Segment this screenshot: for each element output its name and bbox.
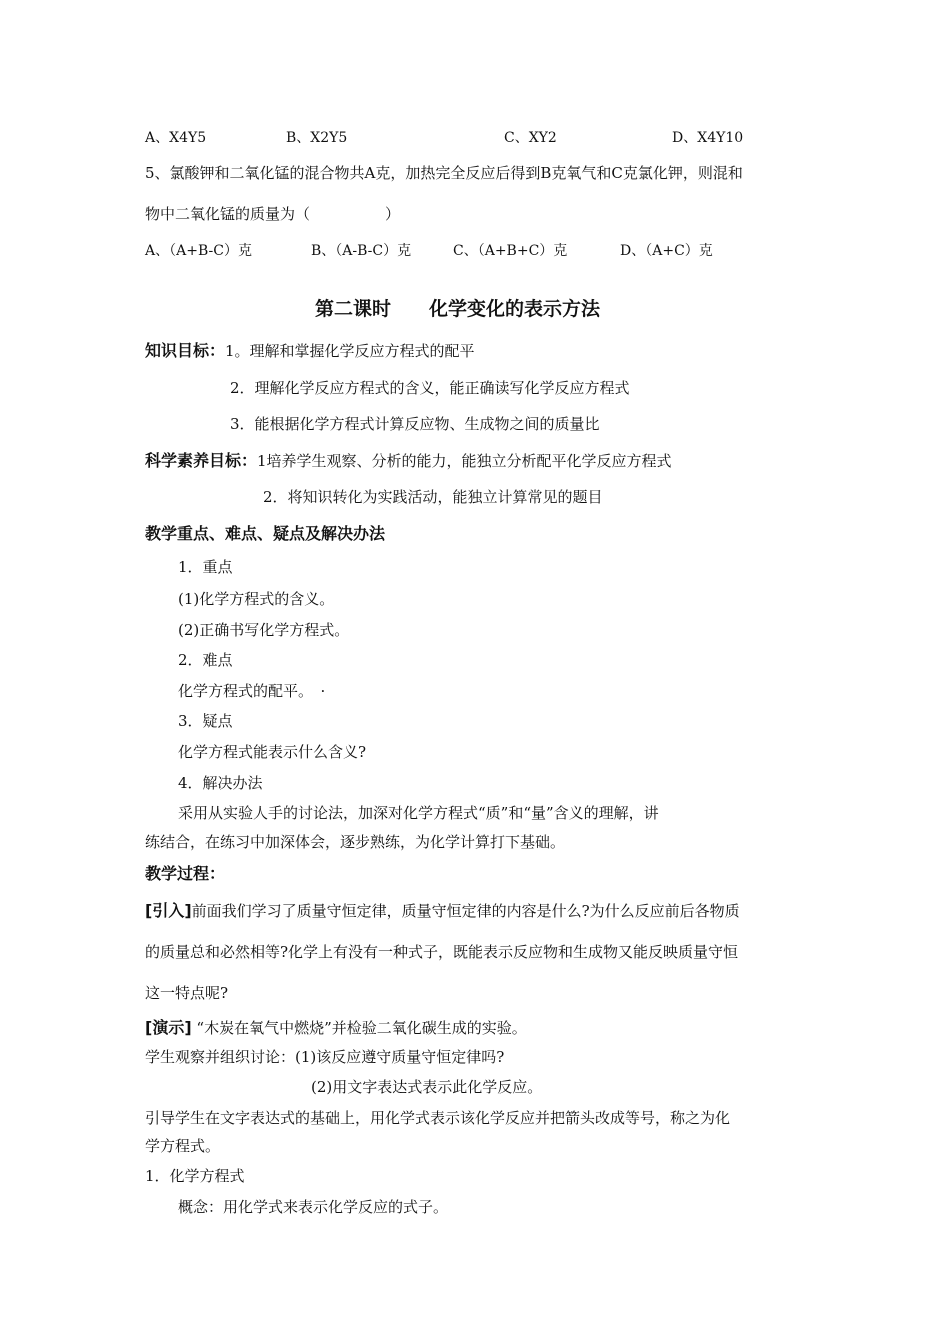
key-point-heading-2: 2．难点 (178, 651, 233, 669)
q5-text-line2: 物中二氧化锰的质量为（ ） (145, 205, 401, 223)
key-points-heading: 教学重点、难点、疑点及解决办法 (145, 524, 386, 543)
q4-option-d: D、X4Y10 (672, 130, 744, 146)
discussion-line-2: (2)用文字表达式表示此化学反应。 (311, 1078, 543, 1096)
demo-label: [演示] (145, 1018, 192, 1037)
demo-line (145, 1018, 527, 1038)
q5-text-line1: 5、氯酸钾和二氧化锰的混合物共A克，加热完全反应后得到B克氧气和C克氯化钾，则混和 (145, 164, 743, 182)
key-point-text-2: (2)正确书写化学方程式。 (178, 621, 350, 639)
q4-option-c: C、XY2 (504, 130, 557, 146)
key-point-text-4: 化学方程式能表示什么含义? (178, 743, 367, 761)
process-heading: 教学过程： (145, 864, 226, 883)
science-label: 科学素养目标： (145, 451, 258, 470)
q4-option-b: B、X2Y5 (286, 130, 348, 146)
intro-text-1: 前面我们学习了质量守恒定律，质量守恒定律的内容是什么?为什么反应前后各物质 (191, 902, 740, 920)
section-1-concept: 概念：用化学式来表示化学反应的式子。 (178, 1198, 449, 1216)
q5-option-c: C、（A+B+C）克 (453, 243, 568, 259)
lesson-title: 第二课时 化学变化的表示方法 (315, 298, 601, 320)
key-point-text-1: (1)化学方程式的含义。 (178, 590, 335, 608)
q5-option-b: B、（A-B-C）克 (311, 243, 412, 259)
key-point-heading-4: 4．解决办法 (178, 774, 263, 792)
knowledge-item-3: 3．能根据化学方程式计算反应物、生成物之间的质量比 (230, 415, 600, 433)
key-point-text-5a: 采用从实验人手的讨论法，加深对化学方程式“质”和“量”含义的理解，讲 (178, 804, 659, 822)
section-1-heading: 1．化学方程式 (145, 1167, 245, 1185)
science-objectives (145, 451, 672, 471)
science-item-1: 1培养学生观察、分析的能力，能独立分析配平化学反应方程式 (257, 452, 672, 470)
intro-label: [引入] (145, 901, 192, 920)
science-item-2: 2．将知识转化为实践活动，能独立计算常见的题目 (263, 488, 603, 506)
q4-option-a: A、X4Y5 (145, 130, 207, 146)
intro-line-1 (145, 901, 740, 921)
intro-line-2: 的质量总和必然相等?化学上有没有一种式子，既能表示反应物和生成物又能反映质量守恒 (145, 943, 739, 961)
guide-line-2: 学方程式。 (145, 1137, 221, 1155)
discussion-line-1: 学生观察并组织讨论：(1)该反应遵守质量守恒定律吗? (145, 1048, 505, 1066)
q5-option-a: A、（A+B-C）克 (145, 243, 252, 259)
guide-line-1: 引导学生在文字表达式的基础上，用化学式表示该化学反应并把箭头改成等号，称之为化 (145, 1109, 731, 1127)
key-point-heading-3: 3．疑点 (178, 712, 233, 730)
knowledge-item-1: 1。理解和掌握化学反应方程式的配平 (225, 342, 475, 360)
key-point-text-5b: 练结合，在练习中加深体会，逐步熟练，为化学计算打下基础。 (145, 833, 566, 851)
intro-line-3: 这一特点呢? (145, 984, 229, 1002)
key-point-text-3: 化学方程式的配平。 · (178, 682, 326, 700)
knowledge-objectives (145, 341, 475, 361)
demo-text: “木炭在氧气中燃烧”并检验二氧化碳生成的实验。 (196, 1019, 527, 1037)
knowledge-label: 知识目标： (145, 341, 226, 360)
knowledge-item-2: 2．理解化学反应方程式的含义，能正确读写化学反应方程式 (230, 379, 630, 397)
key-point-heading-1: 1．重点 (178, 558, 233, 576)
q5-option-d: D、（A+C）克 (620, 243, 713, 259)
